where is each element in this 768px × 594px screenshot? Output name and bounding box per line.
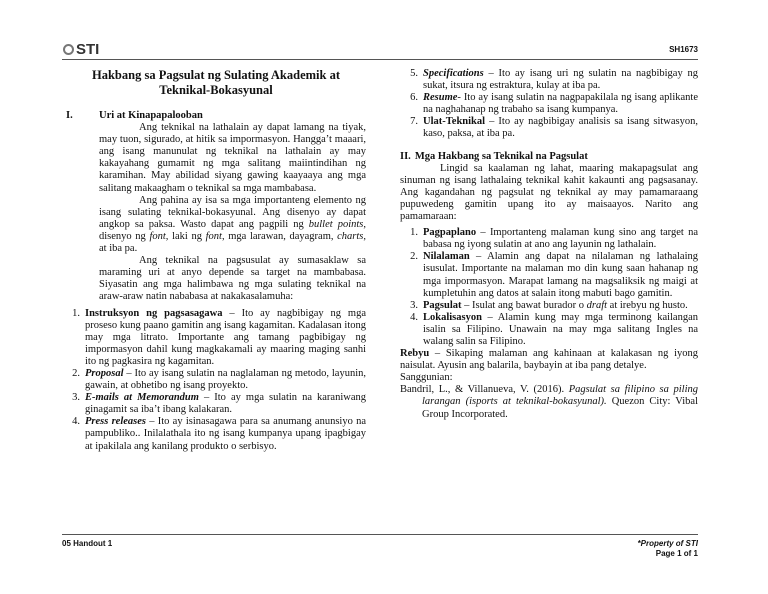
header-rule: [62, 59, 698, 60]
section-1-paragraph-1: Ang teknikal na lathalain ay dapat lamang na tiyak, may tuon, sigurado, at hitik sa impormasyon. Hangga’t maaari, ang isang manunulat ng teknikal na lathalain ay may kakayahang gumamit ng mga salitang maiintindihan ng karamihan. May abilidad siyang gawing kaayaaya ang mga salitang makaagham o teknikal sa mga mambabasa.: [99, 122, 366, 194]
section-1-heading: I. Uri at Kinapapalooban: [66, 110, 203, 121]
sti-logo: [63, 41, 99, 58]
reference-entry: Bandril, L., & Villanueva, V. (2016). Pagsulat sa filipino sa piling larangan (isports at teknikal-bokasyunal). Quezon City: Vibal Group Incorporated.: [400, 384, 699, 420]
section-1-paragraph-3: Ang teknikal na pagsusulat ay sumasaklaw sa maraming uri at anyo depende sa target na mambabasa. Siyasatin ang mga halimbawa ng mga sulating teknikal na araw-araw natin nababasa at nakakasalamuha:: [99, 255, 366, 303]
section-1-paragraph-2: Ang pahina ay isa sa mga importanteng elemento ng isang sulating teknikal-bokasyunal. Ang disenyo ay dapat angkop sa paksa. Wasto dapat ang pagpili ng bullet points, disenyo ng font, laki ng font, mga larawan, dayagram, charts, at iba pa.: [99, 194, 367, 255]
references-heading: Sanggunian:: [400, 372, 453, 384]
page-title: Hakbang sa Pagsulat ng Sulating Akademik at Teknikal-Bokasyunal: [92, 68, 340, 97]
list-item: 4. Lokalisasyon – Alamin kung may mga terminong kailangan isalin sa Filipino. Unawain na may mga salitang Ingles na walang salin sa Filipino.: [410, 311, 699, 347]
footer-handout-label: 05 Handout 1: [62, 539, 113, 548]
section-2-paragraph-1: Lingid sa kaalaman ng lahat, maaring makapagsulat ang sinuman ng isang lathalaing teknikal kahit kakaunti ang pagsasanay. Ang kagandahan ng pagsulat ng teknikal ay may pamamaraang pupuwedeng gamitin upang ito ay maisaayos. Narito ang pamamaraan:: [400, 162, 698, 223]
section-1-body: [66, 122, 366, 303]
document-types-list-continued: [400, 68, 698, 141]
list-item: 2. Nilalaman – Alamin ang dapat na nilalaman ng lathalaing isusulat. Importante na malaman mo din kung saan hahanap ng mga impormasyon. Marapat lamang na magsaliksik ng maigi at kumpletuhin ang datos at salain itong mabuti bago gamitin.: [410, 251, 698, 299]
list-item: 2. Proposal – Ito ay isang sulatin na naglalaman ng metodo, layunin, gawain, at obhetibo ng isang proyekto.: [72, 367, 367, 392]
section-2-heading: II. Mga Hakbang sa Teknikal na Pagsulat: [400, 150, 588, 162]
list-item: 5. Specifications – Ito ay isang uri ng sulatin na nagbibigay ng sukat, itsura ng estraktura, kulay at iba pa.: [410, 68, 699, 92]
list-item: 3. E-mails at Memorandum – Ito ay mga sulatin na karaniwang ginagamit sa iba’t ibang kalakaran.: [72, 392, 366, 416]
logo-text: STI: [76, 41, 100, 58]
left-column: [66, 68, 366, 453]
footer-rule: [62, 534, 698, 535]
list-item: 7. Ulat-Teknikal – Ito ay nagbibigay analisis sa isang sitwasyon, kaso, paksa, at iba pa.: [410, 116, 698, 140]
footer-property: [638, 539, 698, 559]
logo-mark-icon: [63, 44, 74, 55]
list-item: 1. Pagpaplano – Importanteng malaman kung sino ang target na babasa ng iyong sulatin at ano ang layunin ng lathalain.: [410, 227, 698, 251]
footer-page-number: Page 1 of 1: [655, 549, 698, 558]
footer-property-text: *Property of STI: [637, 539, 698, 548]
list-item: 1. Instruksyon ng pagsasagawa – Ito ay nagbibigay ng mga proseso kung paano gamitin ang isang kagamitan. Kadalasan itong may mga litrato. Importante ang tamang pagbibigay ng impormasyon dahil kung magkakamali ay maaring maging sanhi ito ng pagkasira ng kagamitan.: [72, 307, 366, 367]
document-id: SH1673: [669, 45, 698, 54]
list-item: 6. Resume- Ito ay isang sulatin na nagpapakilala ng isang aplikante na naghahanap ng trabaho sa isang kumpanya.: [410, 92, 698, 116]
rebyu-paragraph: Rebyu – Sikaping malaman ang kahinaan at kalakasan ng iyong naisulat. Ayusin ang balarila, baybayin at iba pang detalye.: [400, 348, 698, 372]
list-item: 3. Pagsulat – Isulat ang bawat burador o draft at irebyu ng husto.: [410, 299, 688, 311]
list-item: 4. Press releases – Ito ay isinasagawa para sa anumang anunsiyo na pampubliko.. Inilalathala ito ng isang kumpanya upang ipagbigay at ipakilala ang kanilang produkto o serbisyo.: [72, 416, 366, 452]
right-column: [400, 68, 698, 421]
writing-steps-list: [400, 227, 698, 348]
document-types-list: [62, 308, 366, 453]
